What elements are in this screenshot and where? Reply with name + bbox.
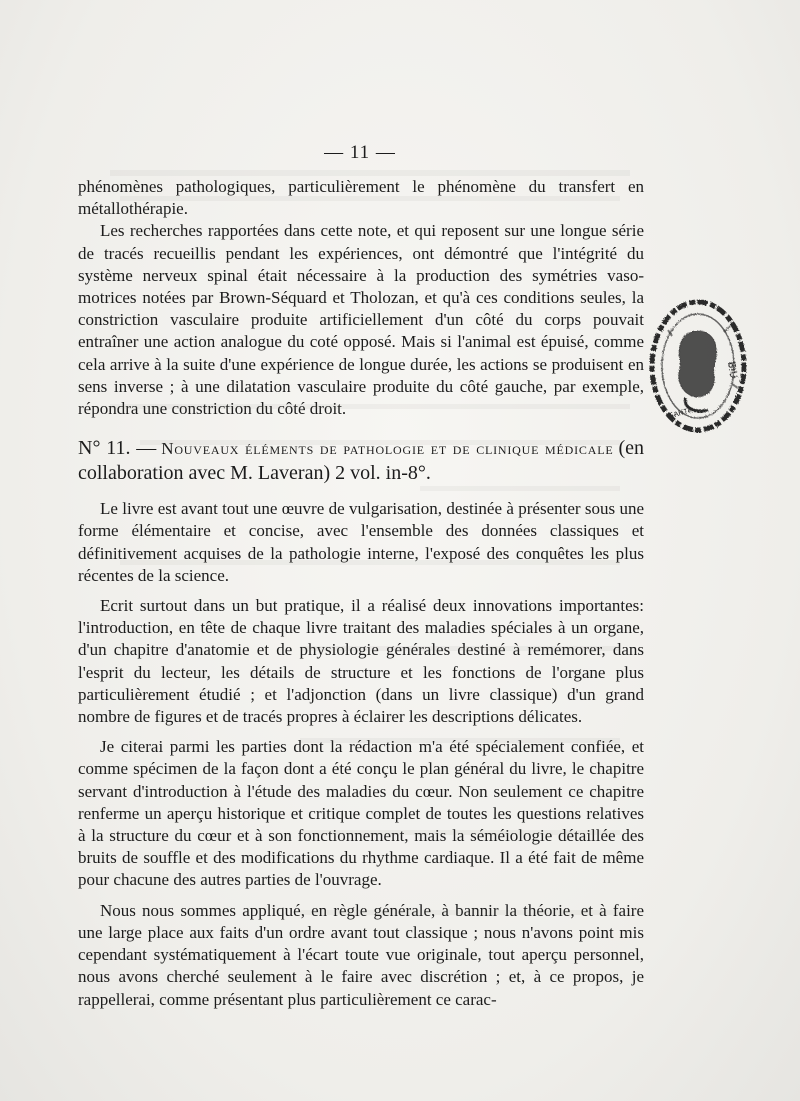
paragraph-continuation: phénomènes pathologiques, particulièrement le phénomène du transfert en métallothérapie.: [78, 177, 644, 219]
body-text: [78, 176, 644, 1011]
paragraph-innovations: Ecrit surtout dans un but pratique, il a réalisé deux innovations importantes: l'introduction, en tête de chaque livre traitant des maladies spéciales à un organe, d'un chapitre d'anatomie et de physiologie générales destiné à remémorer, dans l'esprit du lecteur, les détails de structure et les fonctions de l'organe plus particulièrement étudié ; et l'adjonction (dans un livre classique) d'un grand nombre de figures et de tracés propres à éclairer les descriptions délicates.: [78, 596, 644, 727]
paragraph-method: Nous nous sommes appliqué, en règle générale, à bannir la théorie, et à faire une large place aux faits d'un ordre avant tout classique ; nous n'avons point mis cependant systématiquement à l'écart toute vue originale, tout aperçu personnel, nous avons cherché seulement à le faire avec discrétion ; et, à ce propos, je rappellerai, comme présentant plus particulièrement ce carac-: [78, 900, 644, 1009]
library-stamp-icon: [642, 296, 750, 436]
paragraph-book-purpose: Le livre est avant tout une œuvre de vulgarisation, destinée à présenter sous une forme élémentaire et concise, avec l'ensemble des données classiques et définitivement acquises de la pathologie interne, l'exposé des conquêtes les plus récentes de la science.: [78, 499, 644, 585]
paragraph-research-results: Les recherches rapportées dans cette note, et qui reposent sur une longue série de tracés recueillis pendant les expériences, ont démontré que l'intégrité du système nerveux spinal était nécessaire à la production des symétries vaso-motrices notées par Brown-Séquard et Tholozan, et qu'à ces conditions seules, la constriction vasculaire produite artificiellement d'un côté du corps pouvait entraîner une action analogue du coté opposé. Mais si l'animal est épuisé, comme cela arrive à la suite d'une expérience de longue durée, les actions se produisent en sens inverse ; à une dilatation vasculaire produite du côté gauche, par exemple, répondra une constriction du côté droit.: [78, 221, 644, 419]
paragraph-heart-chapter: Je citerai parmi les parties dont la rédaction m'a été spécialement confiée, et comme spécimen de la façon dont a été conçu le plan général du livre, le chapitre servant d'introduction à l'étude des maladies du cœur. Non seulement ce chapitre renferme un aperçu historique et critique complet de toutes les questions relatives à la structure du cœur et à son fonctionnement, mais la séméiologie détaillée des bruits de souffle et des modifications du rhythme cardiaque. Il a été fait de même pour chacune des autres parties de l'ouvrage.: [78, 737, 644, 890]
entry-title: Nouveaux éléments de pathologie et de clinique médicale: [161, 439, 614, 459]
svg-text:SANTÉ: SANTÉ: [668, 406, 694, 420]
entry-heading: [78, 436, 644, 486]
entry-number: N° 11. —: [78, 437, 157, 460]
page-number: — 11 —: [324, 142, 396, 163]
entry-title-details: (en collaboration avec M. Laveran) 2 vol. in-8°.: [78, 437, 645, 485]
svg-text:BIU: BIU: [725, 360, 739, 380]
